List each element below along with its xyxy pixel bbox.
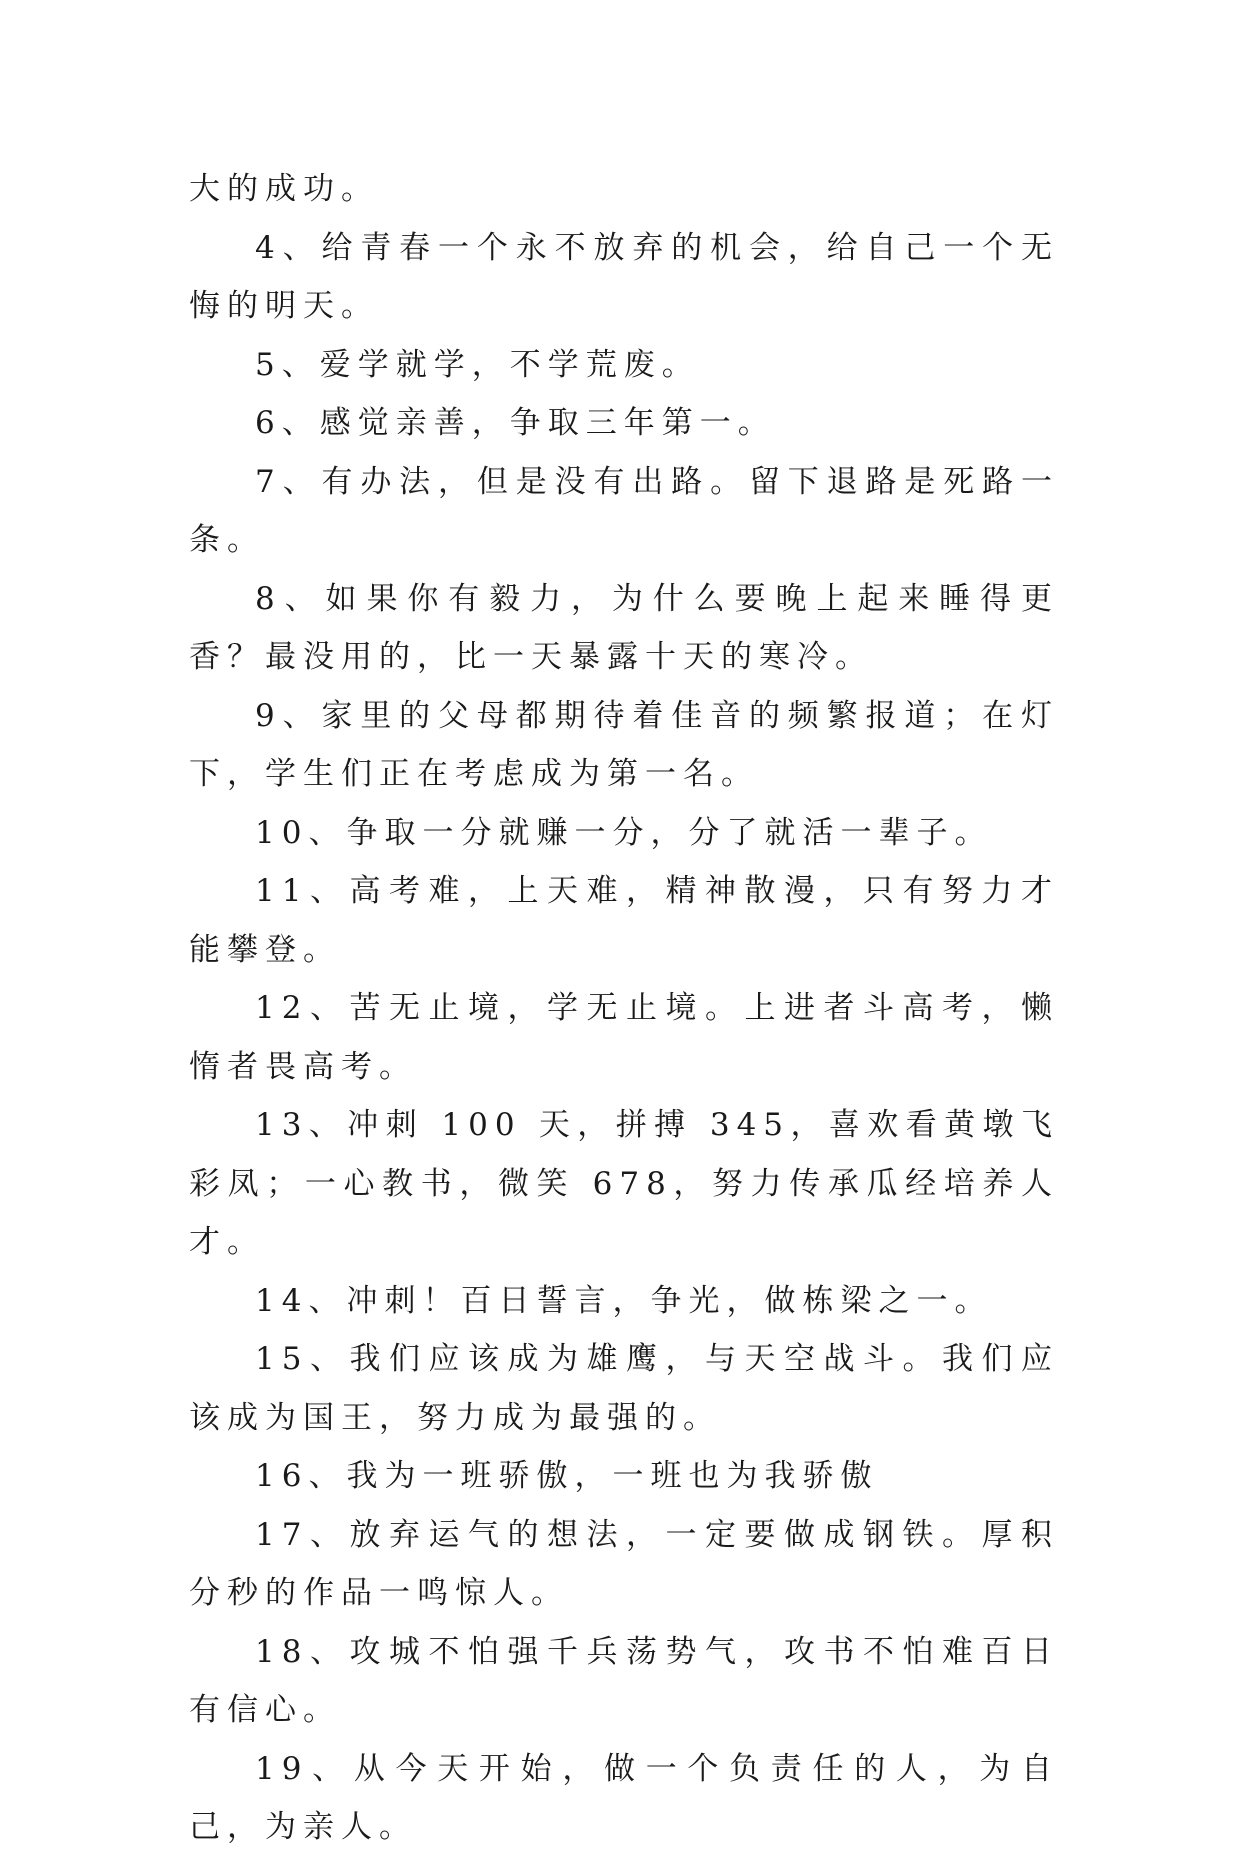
paragraph-item-17: 17、放弃运气的想法，一定要做成钢铁。厚积分秒的作品一鸣惊人。: [189, 1516, 1059, 1611]
paragraph-item-18: 18、攻城不怕强千兵荡势气，攻书不怕难百日有信心。: [189, 1633, 1059, 1728]
paragraph-item-11: 11、高考难，上天难，精神散漫，只有努力才能攀登。: [189, 873, 1059, 968]
paragraph-item-6: 6、感觉亲善，争取三年第一。: [255, 405, 776, 441]
paragraph-continuation: 大的成功。: [189, 171, 379, 207]
paragraph-item-9: 9、家里的父母都期待着佳音的频繁报道；在灯下，学生们正在考虑成为第一名。: [189, 697, 1059, 792]
paragraph-item-7: 7、有办法，但是没有出路。留下退路是死路一条。: [189, 463, 1059, 558]
paragraph-item-4: 4、给青春一个永不放弃的机会，给自己一个无悔的明天。: [189, 229, 1059, 324]
paragraph-item-19: 19、从今天开始，做一个负责任的人，为自己，为亲人。: [189, 1750, 1059, 1845]
paragraph-item-14: 14、冲刺！百日誓言，争光，做栋梁之一。: [255, 1282, 993, 1319]
paragraph-item-10: 10、争取一分就赚一分，分了就活一辈子。: [255, 814, 993, 851]
paragraph-item-5: 5、爱学就学，不学荒废。: [255, 346, 700, 383]
paragraph-item-13: 13、冲刺 100 天，拼搏 345，喜欢看黄墩飞彩凤；一心教书，微笑 678，努力传承瓜经培养人才。: [189, 1107, 1059, 1260]
paragraph-item-8: 8、如果你有毅力，为什么要晚上起来睡得更香？最没用的，比一天暴露十天的寒冷。: [189, 580, 1059, 675]
paragraph-item-16: 16、我为一班骄傲，一班也为我骄傲: [255, 1458, 879, 1494]
paragraph-item-15: 15、我们应该成为雄鹰，与天空战斗。我们应该成为国王，努力成为最强的。: [189, 1341, 1059, 1436]
paragraph-item-12: 12、苦无止境，学无止境。上进者斗高考，懒惰者畏高考。: [189, 990, 1059, 1085]
document-body: [189, 160, 1059, 1857]
